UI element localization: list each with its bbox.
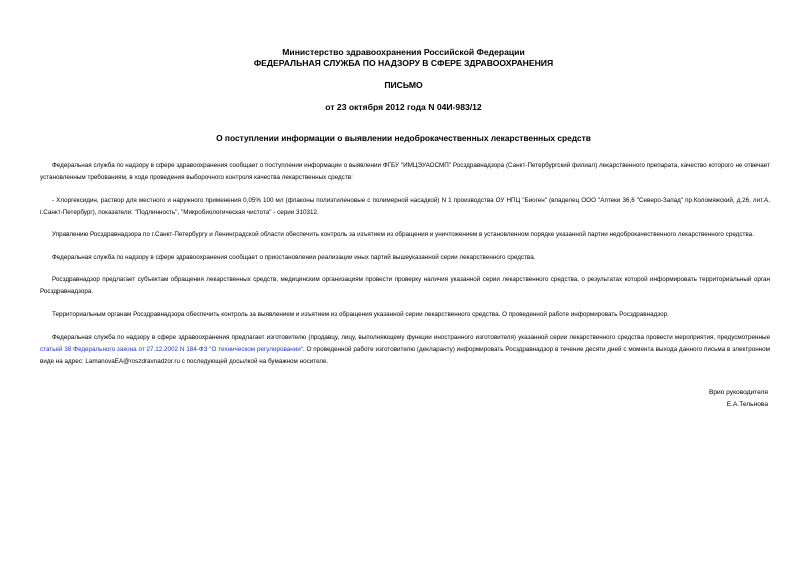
law-article-link[interactable]: статьей 38 Федерального закона от 27.12.2002 N 184-ФЗ "О техническом регулировании" [40,345,303,353]
document-subject: О поступлении информации о выявлении недоброкачественных лекарственных средств [216,133,591,143]
ministry-name: Министерство здравоохранения Российской Федерации [282,47,525,57]
paragraph-7-text-before: Федеральная служба по надзору в сфере здравоохранения предлагает изготовителю (продавцу, лицу, выполняющему функции иностранного изготовителя) указанной серии лекарственного средства провести мероприятия, предусмотренные [52,333,770,341]
signature-block [709,387,768,411]
paragraph-3: Управлению Росздравнадзора по г.Санкт-Петербургу и Ленинградской области обеспечить контроль за изъятием из обращения и уничтожением в установленном порядке указанной партии недоброкачественного лекарственного средства. [52,231,754,239]
paragraph-5: Росздравнадзор предлагает субъектам обращения лекарственных средств, медицинским организациям провести проверку наличия указанной серии лекарственного средства, о результатах которой информировать территориальный орган Росздравнадзора. [40,276,770,296]
paragraph-2: - Хлоргексидин, раствор для местного и наружного применения 0,05% 100 мл (флаконы полиэтиленовые с полимерной насадкой) N 1 производства ОУ НПЦ "Биоген" (владелец ООО "Аптеки 36,6 "Северо-Запад" пр.Коломяжский, д.26, лит.А, г.Санкт-Петербург), показатели: "Подлинность", "Микробиологическая чистота" - серии 310312. [40,196,770,216]
document-number: от 23 октября 2012 года N 04И-983/12 [325,102,482,112]
paragraph-1: Федеральная служба по надзору в сфере здравоохранения сообщает о поступлении информации о выявлении ФГБУ "ИМЦЭУАОСМП" Росздравнадзора (Санкт-Петербургский филиал) лекарственного препарата, качество которого не отвечает установленным требованиям, в ходе проведения выборочного контроля качества лекарственных средств: [40,162,770,181]
paragraph-7-text-after: . О проведенной работе изготовителю (декларанту) информировать Росздравнадзор в течение десяти дней с момента выхода данного письма в электронном виде на адрес: LamanovaEA@roszdravnadzor.ru с последующей досылкой на бумажном носителе. [40,345,770,365]
document-body [40,160,770,378]
signatory-name: Е.А.Тельнова [726,401,768,408]
document-type: ПИСЬМО [384,80,423,90]
signatory-position: Врио руководителя [708,389,768,396]
document-header [0,47,807,69]
paragraph-7 [40,332,770,368]
paragraph-4: Федеральная служба по надзору в сфере здравоохранения сообщает о приостановлении реализации иных партий вышеуказанной серии лекарственного средства. [52,253,536,261]
paragraph-6: Территориальным органам Росздравнадзора обеспечить контроль за выявлением и изъятием из обращения указанной серии лекарственного средства. О проведенной работе информировать Росздравнадзор. [52,310,669,318]
service-name: ФЕДЕРАЛЬНАЯ СЛУЖБА ПО НАДЗОРУ В СФЕРЕ ЗДРАВООХРАНЕНИЯ [253,58,554,68]
